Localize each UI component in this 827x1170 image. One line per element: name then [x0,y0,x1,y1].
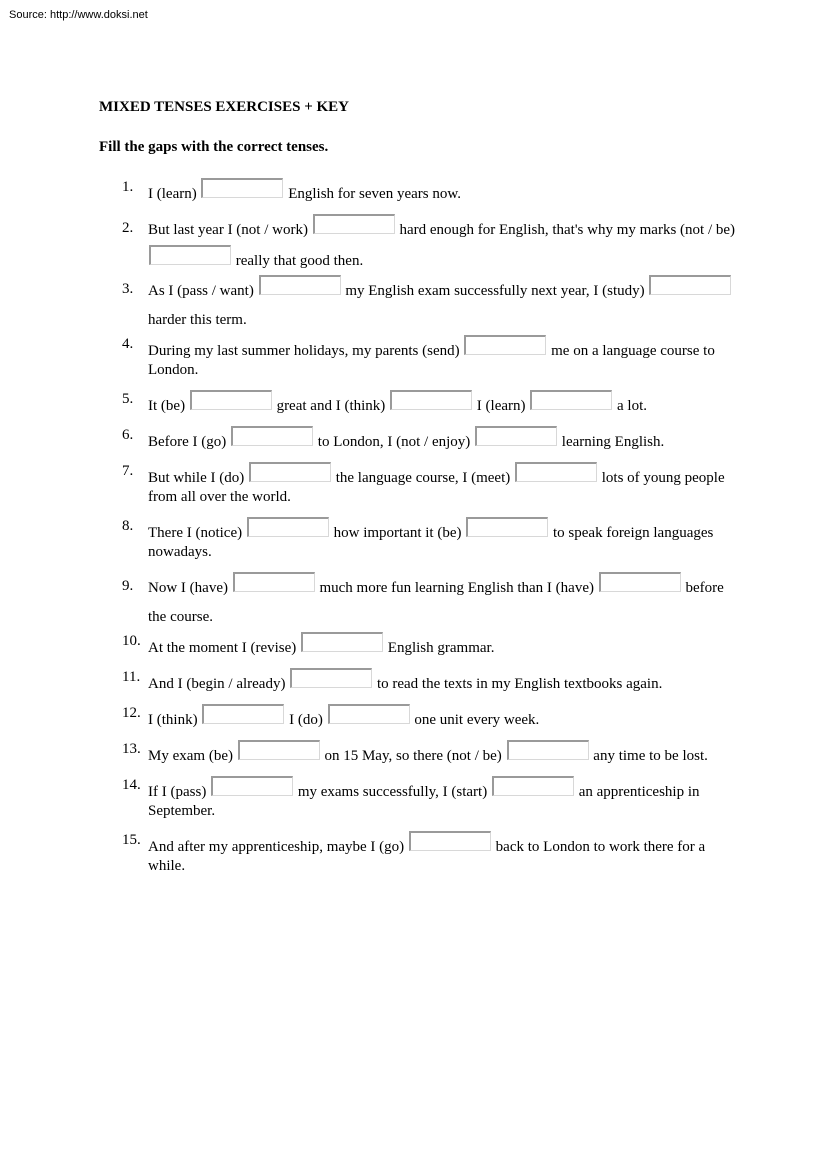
item-text: one unit every week. [414,712,540,728]
answer-gap[interactable] [238,740,320,760]
item-number: 5. [122,391,134,407]
exercise-item [122,831,738,876]
item-text: I (learn) [148,186,197,202]
answer-gap[interactable] [599,572,681,592]
answer-gap[interactable] [475,426,557,446]
item-number: 8. [122,518,134,534]
item-text: the language course, I (meet) [335,470,511,486]
item-text: hard enough for English, that's why my marks (not / be) [399,222,736,238]
item-number: 2. [122,220,134,236]
item-text: back to London to work there for a while. [148,839,706,874]
item-text: to read the texts in my English textbooks again. [376,676,663,692]
item-text: how important it (be) [333,525,462,541]
item-text: I (learn) [476,398,526,414]
answer-gap[interactable] [409,831,491,851]
answer-gap[interactable] [492,776,574,796]
exercise-item [122,178,738,204]
item-number: 10. [122,633,141,649]
answer-gap[interactable] [290,668,372,688]
answer-gap[interactable] [649,275,731,295]
exercise-item [122,740,738,766]
item-text: much more fun learning English than I (have) [319,580,594,596]
item-number: 4. [122,336,134,352]
item-text: my exams successfully, I (start) [297,784,488,800]
item-number: 1. [122,179,134,195]
item-text: an apprenticeship in September. [148,784,700,819]
item-text: If I (pass) [148,784,207,800]
answer-gap[interactable] [313,214,395,234]
exercise-item [122,214,738,276]
answer-gap[interactable] [515,462,597,482]
answer-gap[interactable] [464,335,546,355]
item-number: 14. [122,777,141,793]
item-text: I (do) [289,712,323,728]
item-text: great and I (think) [276,398,386,414]
exercise-item [122,572,738,632]
item-text: As I (pass / want) [148,283,254,299]
item-text: Now I (have) [148,580,228,596]
item-number: 6. [122,427,134,443]
answer-gap[interactable] [301,632,383,652]
instruction-text: Fill the gaps with the correct tenses. [99,139,329,155]
item-text: before the course. [148,580,724,625]
item-text: And I (begin / already) [148,676,286,692]
answer-gap[interactable] [247,517,329,537]
exercise-item [122,462,738,507]
exercise-item [122,704,738,730]
item-number: 9. [122,578,134,594]
answer-gap[interactable] [202,704,284,724]
item-text: Before I (go) [148,434,227,450]
answer-gap[interactable] [249,462,331,482]
item-number: 7. [122,463,134,479]
exercise-item [122,390,738,416]
answer-gap[interactable] [328,704,410,724]
page-title: MIXED TENSES EXERCISES + KEY [99,99,350,115]
item-text: During my last summer holidays, my parents (send) [148,343,460,359]
item-text: learning English. [561,434,665,450]
exercise-item [122,776,738,821]
item-text: on 15 May, so there (not / be) [324,748,502,764]
item-number: 12. [122,705,141,721]
item-text: to speak foreign languages nowadays. [148,525,714,560]
source-note: Source: http://www.doksi.net [9,9,148,21]
answer-gap[interactable] [530,390,612,410]
item-number: 3. [122,281,134,297]
exercise-item [122,632,738,658]
answer-gap[interactable] [390,390,472,410]
answer-gap[interactable] [149,245,231,265]
item-text: my English exam successfully next year, I (study) [345,283,645,299]
item-text: It (be) [148,398,186,414]
answer-gap[interactable] [233,572,315,592]
item-text: any time to be lost. [593,748,708,764]
item-text: I (think) [148,712,198,728]
answer-gap[interactable] [190,390,272,410]
item-text: There I (notice) [148,525,243,541]
item-text: lots of young people from all over the world. [148,470,725,505]
answer-gap[interactable] [231,426,313,446]
item-number: 15. [122,832,141,848]
item-text: And after my apprenticeship, maybe I (go) [148,839,405,855]
item-text: really that good then. [235,253,364,269]
item-text: to London, I (not / enjoy) [317,434,471,450]
exercise-item [122,426,738,452]
item-text: But last year I (not / work) [148,222,308,238]
answer-gap[interactable] [201,178,283,198]
item-text: But while I (do) [148,470,245,486]
exercise-list [122,178,738,876]
item-text: At the moment I (revise) [148,640,297,656]
exercise-item [122,335,738,380]
item-number: 11. [122,669,141,685]
answer-gap[interactable] [466,517,548,537]
answer-gap[interactable] [211,776,293,796]
answer-gap[interactable] [259,275,341,295]
exercise-item [122,668,738,694]
item-number: 13. [122,741,141,757]
item-text: a lot. [617,398,647,414]
item-text: harder this term. [148,312,247,328]
item-text: My exam (be) [148,748,233,764]
answer-gap[interactable] [507,740,589,760]
item-text: English grammar. [387,640,495,656]
item-text: English for seven years now. [288,186,461,202]
item-text: me on a language course to London. [148,343,715,378]
exercise-item [122,275,738,335]
exercise-item [122,517,738,562]
